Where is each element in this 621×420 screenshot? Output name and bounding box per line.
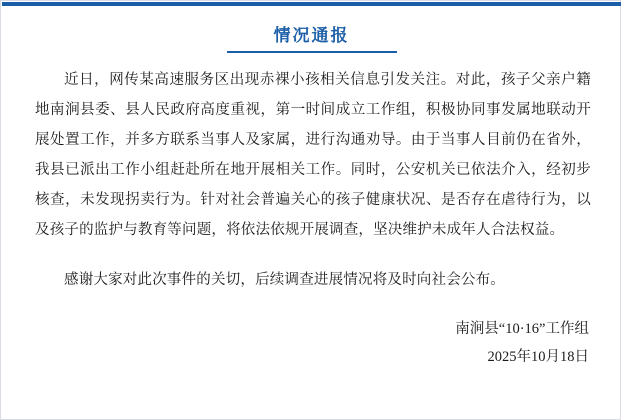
paragraph-2: 感谢大家对此次事件的关切，后续调查进展情况将及时向社会公布。: [64, 272, 505, 288]
signature-block: [35, 315, 591, 371]
page-title: 情况通报: [273, 26, 350, 45]
paragraph-1: 近日，网传某高速服务区出现赤裸小孩相关信息引发关注。对此，孩子父亲户籍地南涧县委、县人民政府高度重视，第一时间成立工作组，积极协同事发属地联动开展处置工作，并多方联系当事人及家属，进行沟通劝导。由于当事人目前仍在省外，我县已派出工作小组赶赴所在地开展相关工作。同时，公安机关已依法介入，经初步核查，未发现拐卖行为。针对社会普遍关心的孩子健康状况、是否存在虐待行为，以及孩子的监护与教育等问题，将依法依规开展调查，坚决维护未成年人合法权益。: [35, 72, 591, 238]
signature-date: 2025年10月18日: [487, 349, 589, 365]
header-accent-rule: [2, 2, 621, 6]
title-underline: [227, 51, 397, 53]
signature-organization: 南涧县“10·16”工作组: [455, 321, 589, 337]
document-body: [35, 65, 591, 371]
